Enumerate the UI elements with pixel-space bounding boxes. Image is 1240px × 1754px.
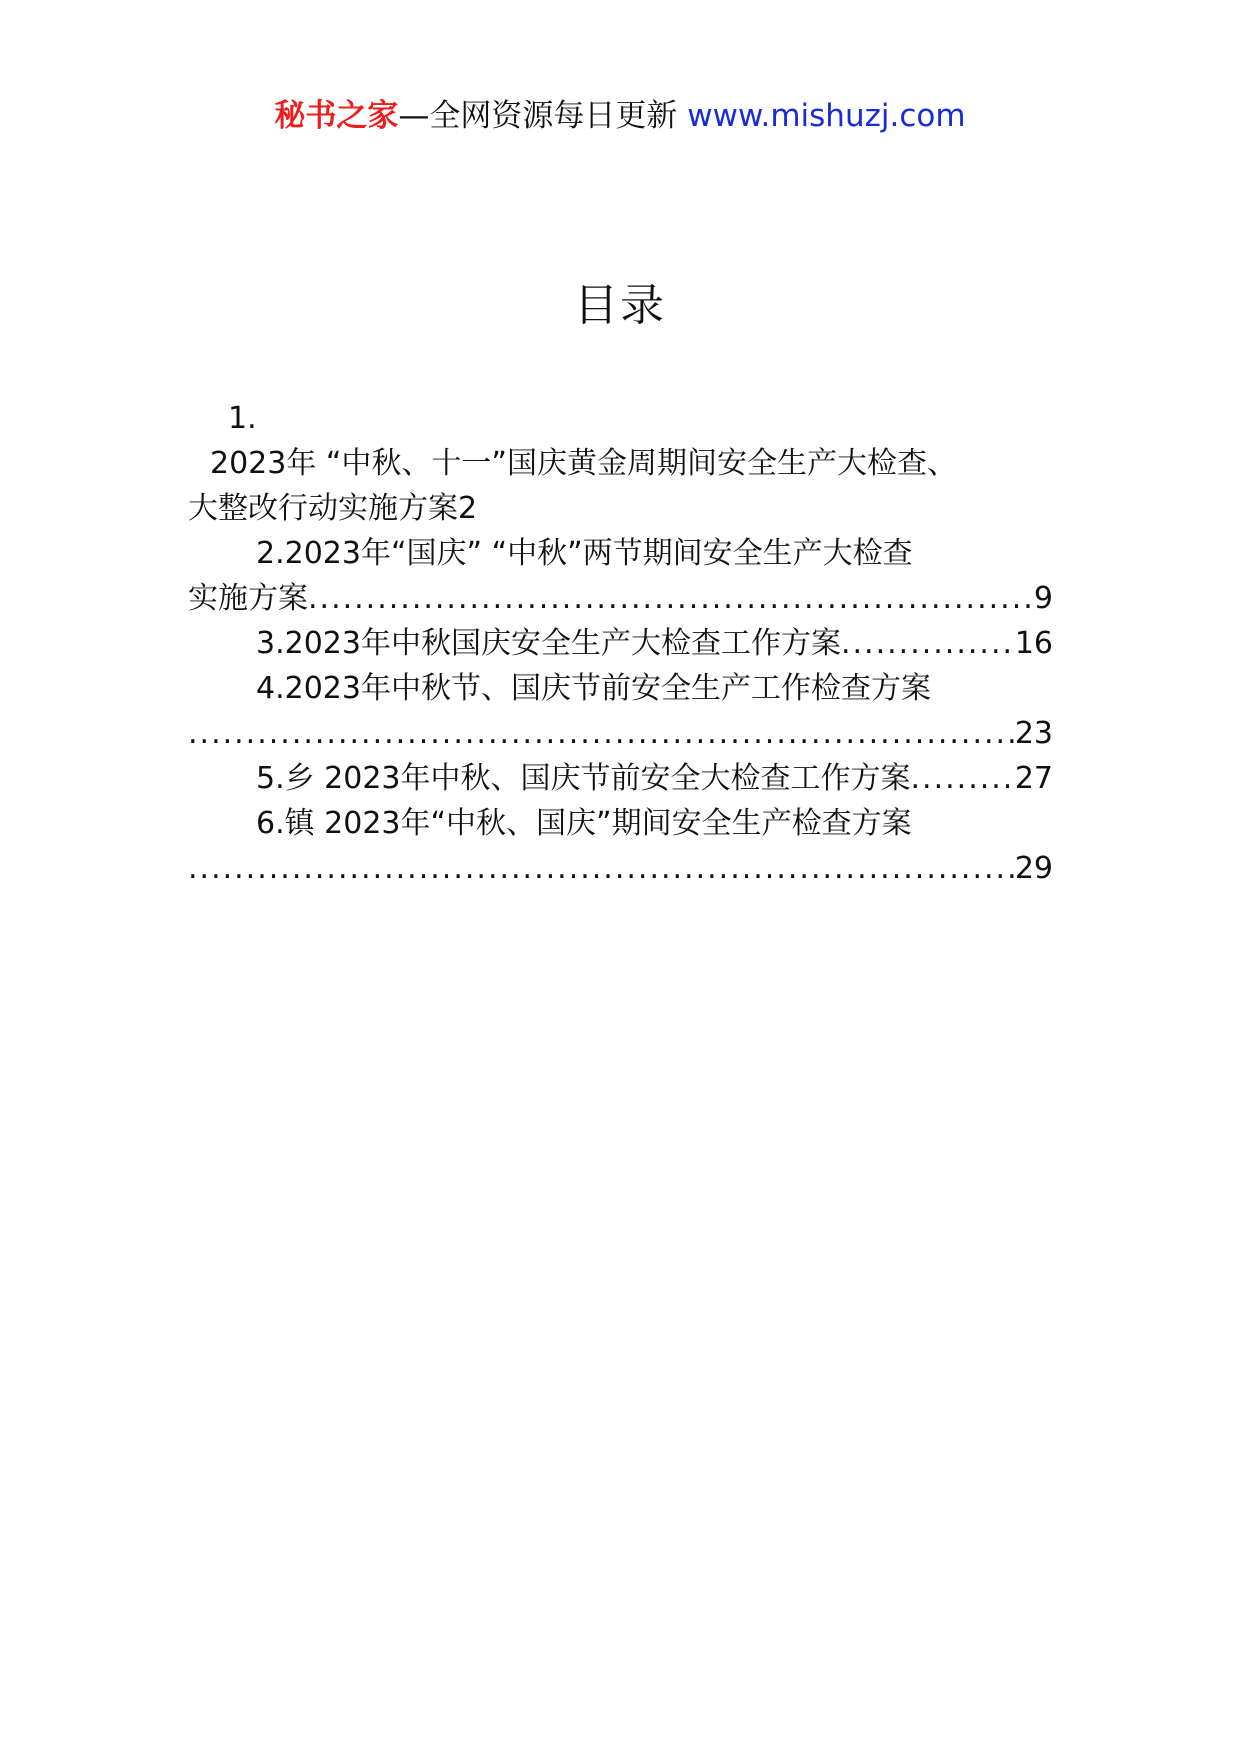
toc-entry-leader-line bbox=[188, 711, 1053, 756]
toc-page-number: 16 bbox=[1014, 626, 1053, 661]
page-title: 目录 bbox=[574, 280, 666, 331]
toc-entry-title: 2023年 “中秋、十一”国庆黄金周期间安全生产大检查、 bbox=[210, 446, 957, 481]
toc-entry-leader-line bbox=[188, 846, 1053, 891]
toc-entry-3[interactable] bbox=[188, 621, 1053, 666]
toc-entry-2[interactable] bbox=[188, 531, 1053, 621]
toc-entry-title: 5.乡 2023年中秋、国庆节前安全大检查工作方案 bbox=[256, 761, 911, 796]
toc-entry-title-cont bbox=[188, 486, 1053, 531]
toc-entry-leader-line bbox=[188, 576, 1053, 621]
site-url[interactable]: www.mishuzj.com bbox=[677, 98, 966, 134]
toc-entry-5[interactable] bbox=[188, 756, 1053, 801]
toc-entry-title-rest: 大整改行动实施方案 bbox=[188, 491, 458, 526]
page-header bbox=[0, 96, 1240, 136]
toc-entry-4[interactable] bbox=[188, 666, 1053, 756]
toc-entry-title: 2.2023年“国庆” “中秋”两节期间安全生产大检查 bbox=[256, 536, 913, 571]
toc-entry-title: 6.镇 2023年“中秋、国庆”期间安全生产检查方案 bbox=[256, 806, 912, 841]
toc-entry-title: 4.2023年中秋节、国庆节前安全生产工作检查方案 bbox=[256, 671, 931, 706]
toc-page-number: 27 bbox=[1014, 761, 1053, 796]
toc-entry-leader-line bbox=[188, 756, 1053, 801]
dot-leader bbox=[841, 621, 1015, 666]
toc-page-number: 29 bbox=[1014, 851, 1053, 886]
dot-leader bbox=[308, 576, 1034, 621]
table-of-contents bbox=[188, 396, 1053, 891]
toc-entry-6[interactable] bbox=[188, 801, 1053, 891]
toc-page-number: 2 bbox=[458, 491, 478, 526]
toc-entry-leader-line bbox=[188, 621, 1053, 666]
toc-page-number: 23 bbox=[1014, 716, 1053, 751]
dot-leader bbox=[188, 711, 1015, 756]
toc-entry-title: 3.2023年中秋国庆安全生产大检查工作方案 bbox=[256, 626, 841, 661]
toc-entry-title-rest: 实施方案 bbox=[188, 581, 308, 616]
dot-leader bbox=[911, 756, 1015, 801]
toc-page-number: 9 bbox=[1033, 581, 1053, 616]
toc-entry-number: 1. bbox=[228, 401, 257, 436]
toc-entry-1[interactable] bbox=[188, 396, 1053, 531]
dot-leader bbox=[188, 846, 1015, 891]
brand-name: 秘书之家 bbox=[274, 98, 399, 134]
header-slogan: —全网资源每日更新 bbox=[398, 98, 678, 134]
